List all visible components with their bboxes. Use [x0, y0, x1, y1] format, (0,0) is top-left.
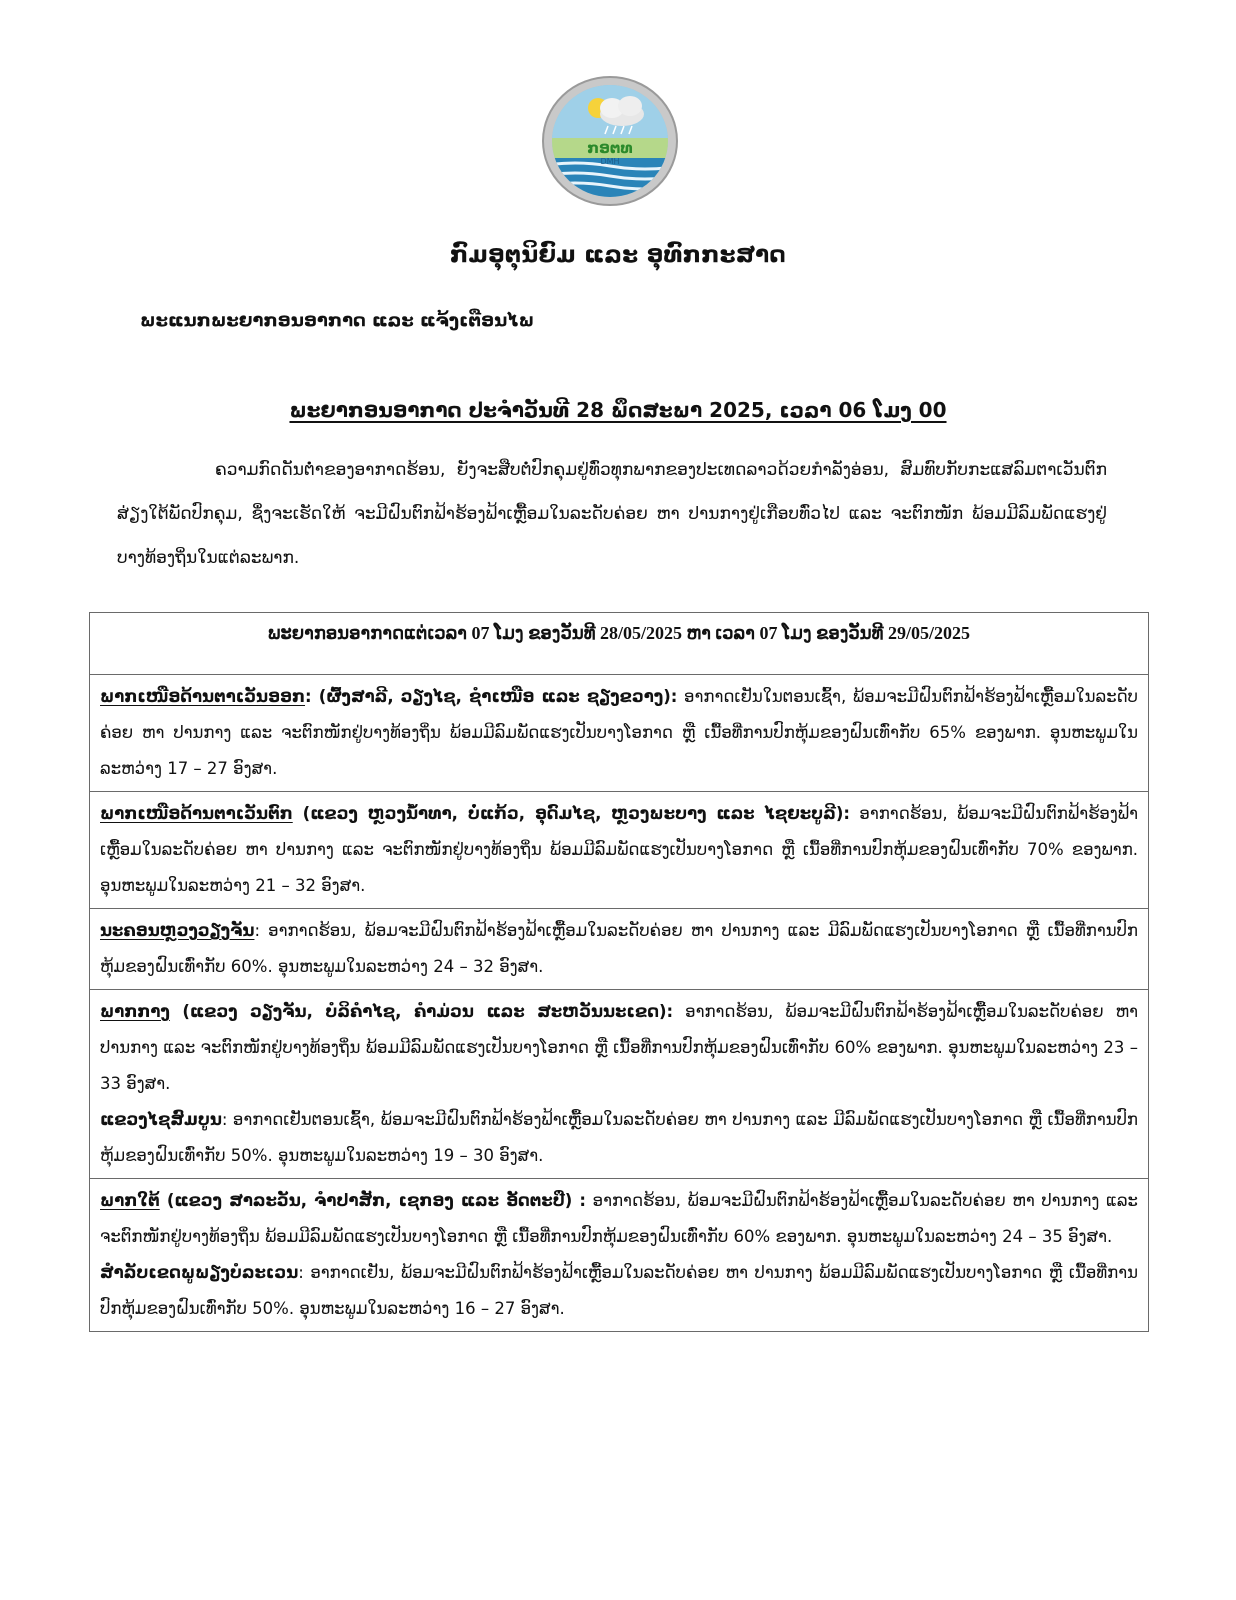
region-row-vientiane-capital [90, 909, 1148, 990]
region-forecast-text: ອາກາດຮ້ອນ, ພ້ອມຈະມີຝົນຕົກຟ້າຮ້ອງຟ້າເຫຼື້ອມໃນລະດັບຄ່ອຍ ຫາ ປານກາງ ແລະ ມີລົມພັດແຮງເປັນບາງໂອກາດ ຫຼື ເນື້ອທີ່ການປົກຫຸ້ມຂອງຝົນເທົ່າກັບ 60%. ອຸນຫະພູມໃນລະຫວ່າງ 24 – 32 ອົງສາ. [100, 921, 1138, 976]
cloud-icon [600, 96, 644, 126]
department-title: ພະແນກພະຍາກອນອາກາດ ແລະ ແຈ້ງເຕືອນໄພ [140, 310, 535, 331]
subregion-name: ແຂວງໄຊສົມບູນ [100, 1110, 222, 1129]
forecast-table [89, 612, 1149, 1332]
ministry-title: ກົມອຸຕຸນິຍົມ ແລະ ອຸທົກກະສາດ [449, 242, 787, 268]
dmh-logo-emblem [540, 76, 680, 206]
logo-acronym: ກອຕທ [587, 139, 633, 157]
subregion-forecast-text: : ອາກາດເຢັນ, ພ້ອມຈະມີຝົນຕົກຟ້າຮ້ອງຟ້າເຫຼື້ອມໃນລະດັບຄ່ອຍ ຫາ ປານກາງ ພ້ອມມີລົມພັດແຮງເປັນບາງໂອກາດ ຫຼື ເນື້ອທີ່ການປົກຫຸ້ມຂອງຝົນເທົ່າກັບ 50%. ອຸນຫະພູມໃນລະຫວ່າງ 16 – 27 ອົງສາ. [100, 1263, 1138, 1318]
region-forecast-text: ອາກາດຮ້ອນ, ພ້ອມຈະມີຝົນຕົກຟ້າຮ້ອງຟ້າເຫຼື້ອມໃນລະດັບຄ່ອຍ ຫາ ປານກາງ ແລະ ຈະຕົກໜັກຢູ່ບາງທ້ອງຖິ່ນ ພ້ອມມີລົມພັດແຮງເປັນບາງໂອກາດ ຫຼື ເນື້ອທີ່ການປົກຫຸ້ມຂອງຝົນເທົ່າກັບ 70% ຂອງພາກ. ອຸນຫະພູມໃນລະຫວ່າງ 21 – 32 ອົງສາ. [100, 804, 1138, 895]
region-row-central [90, 990, 1148, 1179]
region-row-south [90, 1179, 1148, 1331]
region-name: ພາກເໜືອດ້ານຕາເວັນອອກ [100, 687, 306, 706]
summary-paragraph: ຄວາມກົດດັນຕ່ຳຂອງອາກາດຮ້ອນ, ຍັງຈະສືບຕໍ່ປົກຄຸມຢູ່ທົ່ວທຸກພາກຂອງປະເທດລາວດ້ວຍກຳລັງອ່ອນ, ສົມທົບກັບກະແສລົມຕາເວັນຕົກສ່ຽງໃຕ້ພັດປົກຄຸມ, ຊຶ່ງຈະເຮັດໃຫ້ ຈະມີຝົນຕົກຟ້າຮ້ອງຟ້າເຫຼື້ອມໃນລະດັບຄ່ອຍ ຫາ ປານກາງຢູ່ເກືອບທົ່ວໄປ ແລະ ຈະຕົກໜັກ ພ້ອມມີລົມພັດແຮງຢູ່ບາງທ້ອງຖິ່ນໃນແຕ່ລະພາກ. [117, 460, 1107, 568]
region-name: ພາກກາງ [100, 1002, 170, 1021]
region-provinces: (ແຂວງ ຫຼວງນ້ຳທາ, ບໍ່ແກ້ວ, ອຸດົມໄຊ, ຫຼວງພະບາງ ແລະ ໄຊຍະບູລີ): [292, 804, 850, 823]
region-provinces: : (ຜົ້ງສາລີ, ວຽງໄຊ, ຊຳເໜືອ ແລະ ຊຽງຂວາງ): [305, 687, 678, 706]
forecast-title-text: ພະຍາກອນອາກາດ ປະຈຳວັນທີ 28 ພຶດສະພາ 2025, ເວລາ 06 ໂມງ 00 [289, 398, 947, 422]
subregion-forecast-text: : ອາກາດເຢັນຕອນເຊົ້າ, ພ້ອມຈະມີຝົນຕົກຟ້າຮ້ອງຟ້າເຫຼື້ອມໃນລະດັບຄ່ອຍ ຫາ ປານກາງ ແລະ ມີລົມພັດແຮງເປັນບາງໂອກາດ ຫຼື ເນື້ອທີ່ການປົກຫຸ້ມຂອງຝົນເທົ່າກັບ 50%. ອຸນຫະພູມໃນລະຫວ່າງ 19 – 30 ອົງສາ. [100, 1110, 1138, 1165]
forecast-title [0, 398, 1236, 422]
region-name: ນະຄອນຫຼວງວຽງຈັນ [100, 921, 255, 940]
region-name: ພາກໃຕ້ [100, 1191, 160, 1210]
region-provinces: (ແຂວງ ສາລະວັນ, ຈຳປາສັກ, ເຊກອງ ແລະ ອັດຕະປື) : [159, 1191, 587, 1210]
region-row-northwest [90, 792, 1148, 909]
region-forecast-text: ອາກາດຮ້ອນ, ພ້ອມຈະມີຝົນຕົກຟ້າຮ້ອງຟ້າເຫຼື້ອມໃນລະດັບຄ່ອຍ ຫາ ປານກາງ ແລະ ຈະຕົກໜັກຢູ່ບາງທ້ອງຖິ່ນ ພ້ອມມີລົມພັດແຮງເປັນບາງໂອກາດ ຫຼື ເນື້ອທີ່ການປົກຫຸ້ມຂອງຝົນເທົ່າກັບ 60% ຂອງພາກ. ອຸນຫະພູມໃນລະຫວ່າງ 23 – 33 ອົງສາ. [100, 1002, 1138, 1093]
dmh-logo [540, 76, 680, 206]
region-forecast-text: ອາກາດເຢັນໃນຕອນເຊົ້າ, ພ້ອມຈະມີຝົນຕົກຟ້າຮ້ອງຟ້າເຫຼື້ອມໃນລະດັບຄ່ອຍ ຫາ ປານກາງ ແລະ ຈະຕົກໜັກຢູ່ບາງທ້ອງຖິ່ນ ພ້ອມມີລົມພັດແຮງເປັນບາງໂອກາດ ຫຼື ເນື້ອທີ່ການປົກຫຸ້ມຂອງຝົນເທົ່າກັບ 65% ຂອງພາກ. ອຸນຫະພູມໃນລະຫວ່າງ 17 – 27 ອົງສາ. [100, 687, 1138, 778]
subregion-bolaven-plateau [100, 1255, 1138, 1327]
logo-latin: DMH [600, 157, 620, 166]
subregion-name: ສຳລັບເຂດພູພຽງບໍລະເວນ [100, 1263, 299, 1282]
region-name: ພາກເໜືອດ້ານຕາເວັນຕົກ [100, 804, 293, 823]
table-header: ພະຍາກອນອາກາດແຕ່ເວລາ 07 ໂມງ ຂອງວັນທີ 28/05/2025 ຫາ ເວລາ 07 ໂມງ ຂອງວັນທີ 29/05/2025 [90, 613, 1148, 675]
subregion-xaisomboun [100, 1102, 1138, 1174]
region-row-northeast [90, 675, 1148, 792]
region-provinces: : [254, 921, 261, 940]
region-provinces: (ແຂວງ ວຽງຈັນ, ບໍລິຄຳໄຊ, ຄຳມ່ວນ ແລະ ສະຫວັນນະເຂດ): [169, 1002, 674, 1021]
region-forecast-text: ອາກາດຮ້ອນ, ພ້ອມຈະມີຝົນຕົກຟ້າຮ້ອງຟ້າເຫຼື້ອມໃນລະດັບຄ່ອຍ ຫາ ປານກາງ ແລະ ຈະຕົກໜັກຢູ່ບາງທ້ອງຖິ່ນ ພ້ອມມີລົມພັດແຮງເປັນບາງໂອກາດ ຫຼື ເນື້ອທີ່ການປົກຫຸ້ມຂອງຝົນເທົ່າກັບ 60% ຂອງພາກ. ອຸນຫະພູມໃນລະຫວ່າງ 24 – 35 ອົງສາ. [100, 1191, 1138, 1246]
